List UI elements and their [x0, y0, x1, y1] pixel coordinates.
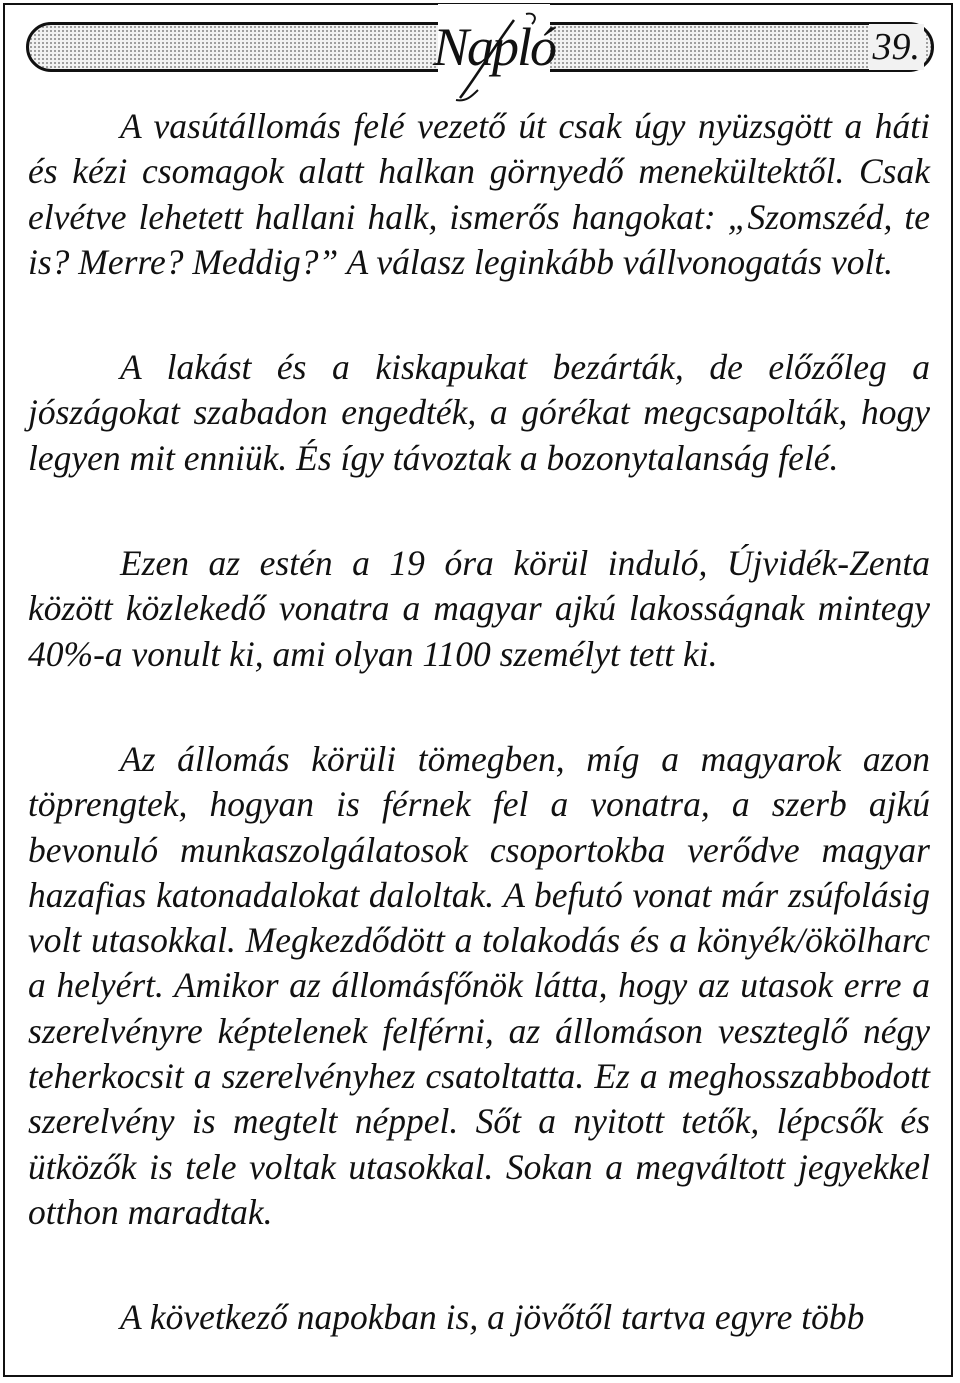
article-body: [28, 104, 930, 1341]
paragraph-2: A lakást és a kiskapukat bezárták, de előzőleg a jószágokat szabadon engedték, a górékat megcsapolták, hogy legyen mit enniük. És így távoztak a bozonytalanság felé.: [28, 347, 930, 478]
page-number: 39.: [869, 24, 925, 70]
naplo-logo-text: Napló: [432, 17, 556, 77]
logo-swash-icon: [452, 10, 542, 106]
paragraph-4: Az állomás körüli tömegben, míg a magyarok azon töprengtek, hogyan is férnek fel a vonatra, a szerb ajkú bevonuló munkaszolgálatosok csoportokba verődve magyar hazafias katonadalokat daloltak. A befutó vonat már zsúfolásig volt utasokkal. Megkezdődött a tolakodás és a könyék/ökölharc a helyért. Amikor az állomásfőnök látta, hogy az utasok erre a szerelvényre képtelenek felférni, az állomáson veszteglő négy teherkocsit a szerelvényhez csatoltatta. Ez a meghosszabbodott szerelvény is megtelt néppel. Sőt a nyitott tetők, lépcsők és ütközők is tele voltak utasokkal. Sokan a megváltott jegyekkel otthon maradtak.: [28, 738, 930, 1232]
paragraph-5: A következő napokban is, a jövőtől tartva egyre több: [120, 1297, 865, 1338]
paragraph-3: Ezen az estén a 19 óra körül induló, Újvidék-Zenta között közlekedő vonatra a magyar ajkú lakosságnak mintegy 40%-a vonult ki, ami olyan 1100 személyt tett ki.: [28, 543, 930, 674]
paragraph-1: A vasútállomás felé vezető út csak úgy nyüzsgött a háti és kézi csomagok alatt halkan görnyedő menekültektől. Csak elvétve lehetett hallani halk, ismerős hangokat: „Szomszéd, te is? Merre? Meddig?” A válasz leginkább vállvonogatás volt.: [28, 106, 930, 282]
